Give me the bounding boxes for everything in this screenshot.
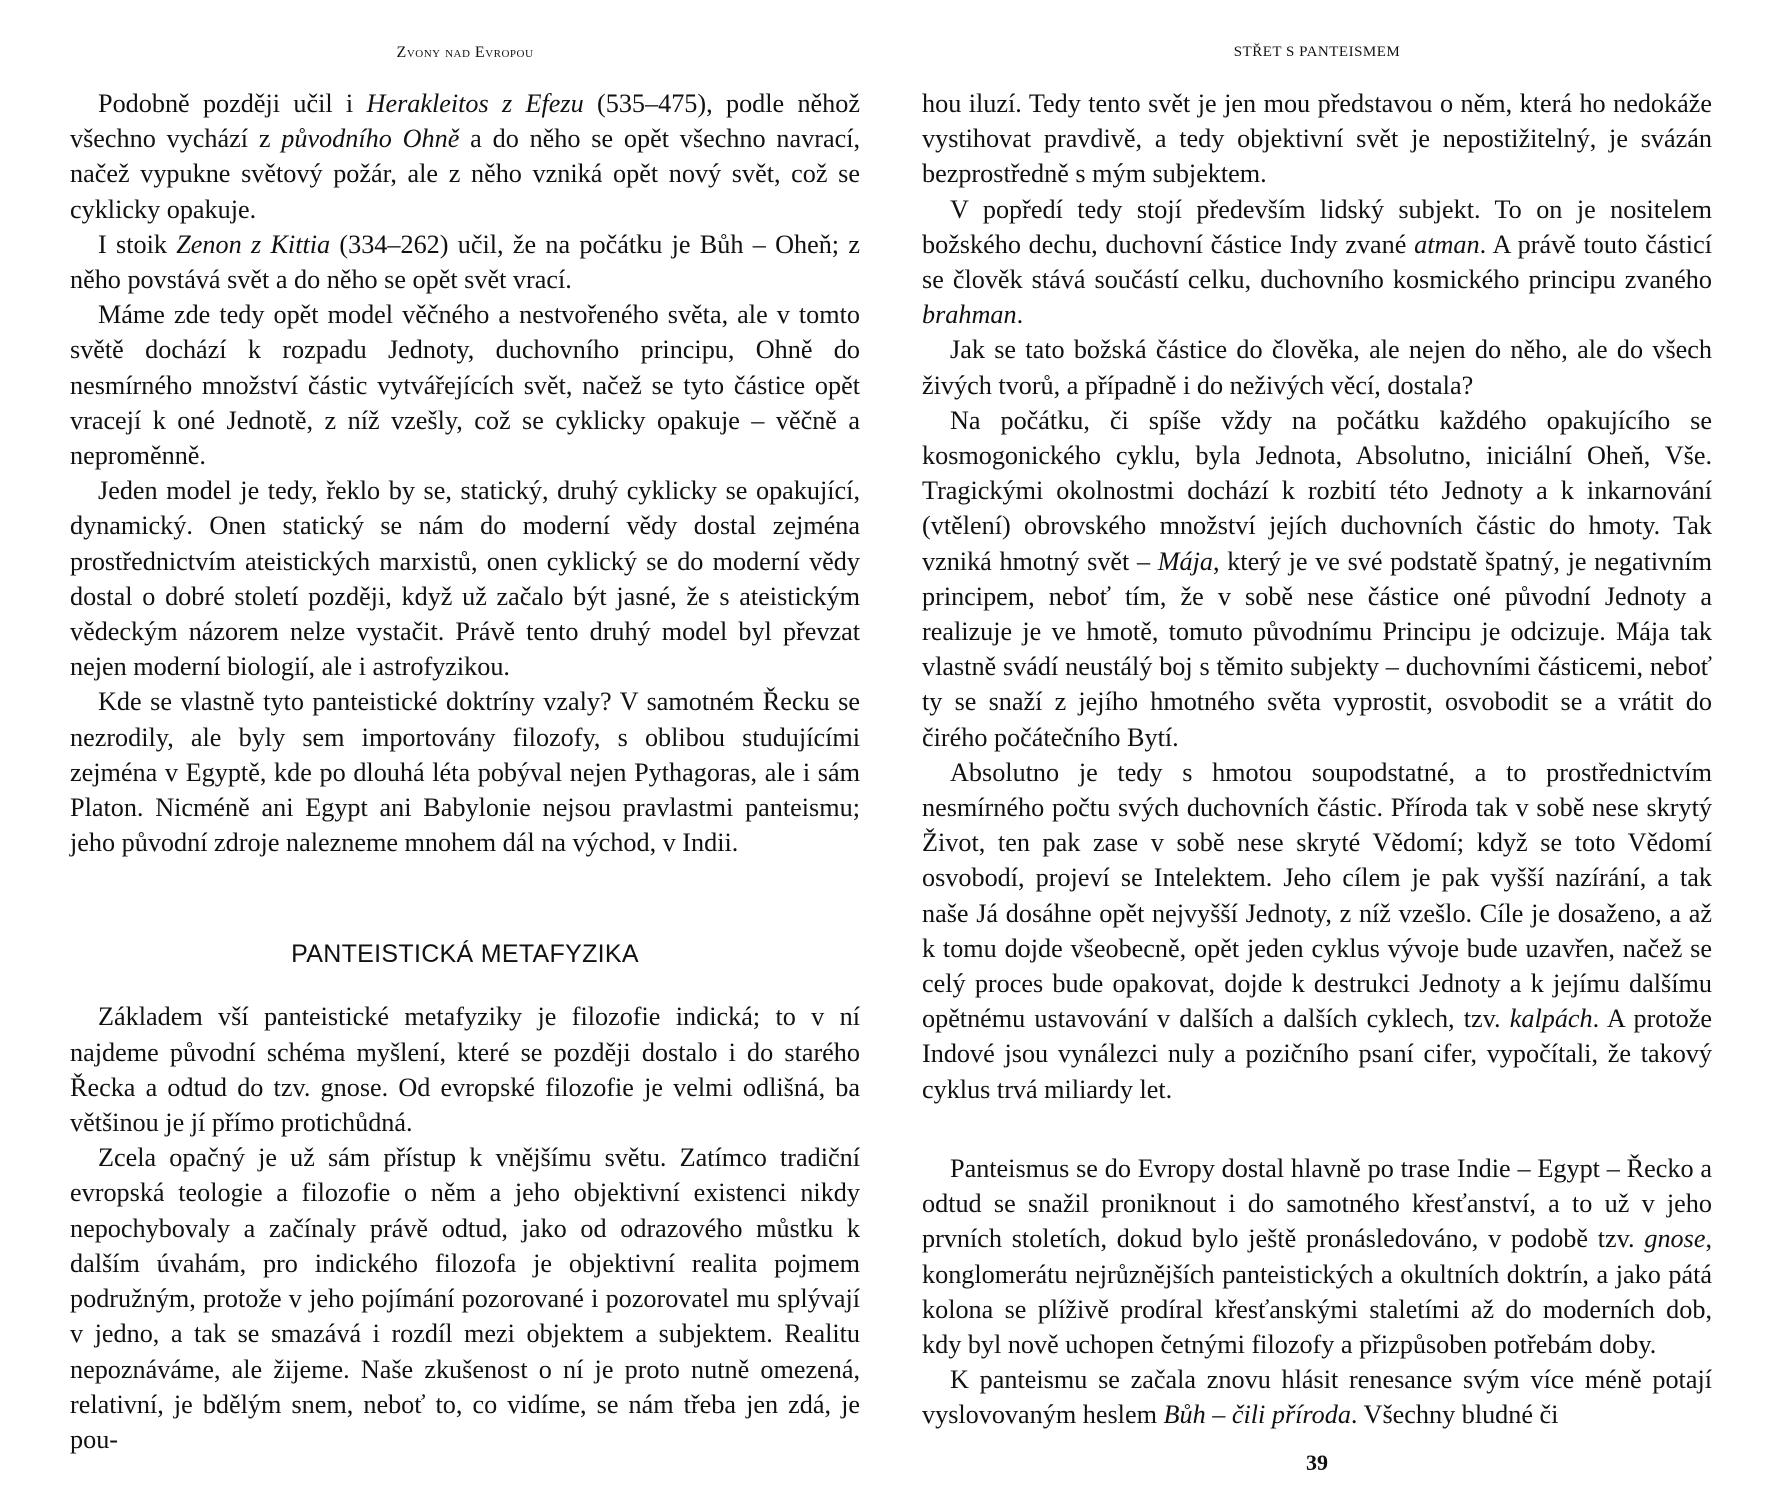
running-head-right: STŘET S PANTEISMEM [1233, 44, 1401, 60]
paragraph: I stoik Zenon z Kittia (334–262) učil, že na počátku je Bůh – Oheň; z něho povstává svět a do něho se opět svět vrací. [70, 229, 860, 295]
paragraph: Máme zde tedy opět model věčného a nestvořeného světa, ale v tomto světě dochází k rozpadu Jednoty, duchovního principu, Ohně do nesmírného množství částic vytvářejících svět, načež se tyto částice opět vracejí k oné Jednotě, z níž vzešly, což se cyklicky opakuje – věčně a neproměnně. [70, 300, 860, 471]
paragraph: Jeden model je tedy, řeklo by se, statický, druhý cyklicky se opakující, dynamický. Onen statický se nám do moderní vědy dostal zejména prostřednictvím ateistických marxistů, onen cyklický se do moderní vědy dostal o dobré století později, když už začalo být jasné, že s ateistickým vědeckým názorem nelze vystačit. Právě tento druhý model byl převzat nejen moderní biologií, ale i astrofyzikou. [70, 476, 860, 682]
page-number: 39 [1306, 1450, 1328, 1475]
paragraph: Absolutno je tedy s hmotou soupodstatné, a to prostřednictvím nesmírného počtu svých duchovních částic. Příroda tak v sobě nese skrytý Život, ten pak zase v sobě nese skryté Vědomí; když se toto Vědomí osvobodí, projeví se Intelektem. Jeho cílem je pak vyšší nazírání, a tak naše Já dosáhne opět nejvyšší Jednoty, z níž vzešlo. Cíle je dosaženo, a až k tomu dojde všeobecně, opět jeden cyklus vývoje bude uzavřen, načež se celý proces bude opakovat, dojde k destrukci Jednoty a k jejímu dalšímu opětnému ustavování v dalších a dalších cyklech, tzv. kalpách. A protože Indové jsou vynálezci nuly a pozičního psaní cifer, vypočítali, že takový cyklus trvá miliardy let. [922, 757, 1713, 1104]
paragraph: Panteismus se do Evropy dostal hlavně po trase Indie – Egypt – Řecko a odtud se snažil proniknout i do samotného křesťanství, a to už v jeho prvních stoletích, dokud bylo ještě pronásledováno, v podobě tzv. gnose, konglomerátu nejrůznějších panteistických a okultních doktrín, a jako pátá kolona se plíživě prodíral křesťanskými staletími až do moderních dob, kdy byl nově uchopen četnými filozofy a přizpůsoben potřebám doby. [922, 1153, 1712, 1359]
right-page [922, 0, 1712, 1500]
paragraph: hou iluzí. Tedy tento svět je jen mou představou o něm, která ho nedokáže vystihovat pravdivě, a tedy objektivní svět je nepostižitelný, je svázán bezprostředně s mým subjektem. [922, 89, 1712, 189]
paragraph: Základem vší panteistické metafyziky je filozofie indická; to v ní najdeme původní schéma myšlení, které se později dostalo i do starého Řecka a odtud do tzv. gnose. Od evropské filozofie je velmi odlišná, ba většinou je jí přímo protichůdná. [70, 1002, 860, 1138]
paragraph: K panteismu se začala znovu hlásit renesance svým více méně potají vyslovovaným heslem Bůh – čili příroda. Všechny bludné či [922, 1365, 1712, 1430]
paragraph: Kde se vlastně tyto panteistické doktríny vzaly? V samotném Řecku se nezrodily, ale byly sem importovány filozofy, s oblibou studujícími zejména v Egyptě, kde po dlouhá léta pobýval nejen Pythagoras, ale i sám Platon. Nicméně ani Egypt ani Babylonie nejsou pravlastmi panteismu; jeho původní zdroje nalezneme mnohem dál na východ, v Indii. [70, 687, 860, 858]
section-break [922, 1107, 1712, 1151]
section-heading: PANTEISTICKÁ METAFYZIKA [291, 940, 639, 969]
paragraph: Podobně později učil i Herakleitos z Efezu (535–475), podle něhož všechno vychází z původního Ohně a do něho se opět všechno navrací, načež vypukne světový požár, ale z něho vzniká opět nový svět, což se cyklicky opakuje. [70, 89, 861, 224]
running-head-left: Zvony nad Evropou [396, 44, 534, 61]
paragraph: Jak se tato božská částice do člověka, ale nejen do něho, ale do všech živých tvorů, a případně i do neživých věcí, dostala? [922, 335, 1712, 400]
right-body-text [922, 86, 1712, 1433]
left-page [70, 0, 860, 1500]
paragraph: Na počátku, či spíše vždy na počátku každého opakujícího se kosmogonického cyklu, byla Jednota, Absolutno, iniciální Oheň, Vše. Tragickými okolnostmi dochází k rozbití této Jednoty a k inkarnování (vtělení) obrovského množství jejích duchovních částic do hmoty. Tak vzniká hmotný svět – Mája, který je ve své podstatě špatný, je negativním principem, neboť tím, že v sobě nese částice oné původní Jednoty a realizuje je ve hmotě, tomuto původnímu Principu je odcizuje. Mája tak vlastně svádí neustálý boj s těmito subjekty – duchovními částicemi, neboť ty se snaží z jejího hmotného světa vyprostit, osvobodit se a vrátit do čirého počátečního Bytí. [922, 405, 1712, 752]
paragraph: Zcela opačný je už sám přístup k vnějšímu světu. Zatímco tradiční evropská teologie a filozofie o něm a jeho objektivní existenci nikdy nepochybovaly a začínaly právě odtud, jako od odrazového můstku k dalším úvahám, pro indického filozofa je objektivní realita pojmem podružným, protože v jeho pojímání pozorované i pozorovatel mu splývají v jedno, a tak se smazává i rozdíl mezi objektem a subjektem. Realitu nepoznáváme, ale žijeme. Naše zkušenost o ní je proto nutně omezená, relativní, je bdělým snem, neboť to, co vidíme, se nám třeba jen zdá, je pou- [70, 1143, 860, 1454]
paragraph: V popředí tedy stojí především lidský subjekt. To on je nositelem božského dechu, duchovní částice Indy zvané atman. A právě touto částicí se člověk stává součástí celku, duchovního kosmického principu zvaného brahman. [922, 194, 1712, 330]
left-body-text [70, 86, 860, 1457]
